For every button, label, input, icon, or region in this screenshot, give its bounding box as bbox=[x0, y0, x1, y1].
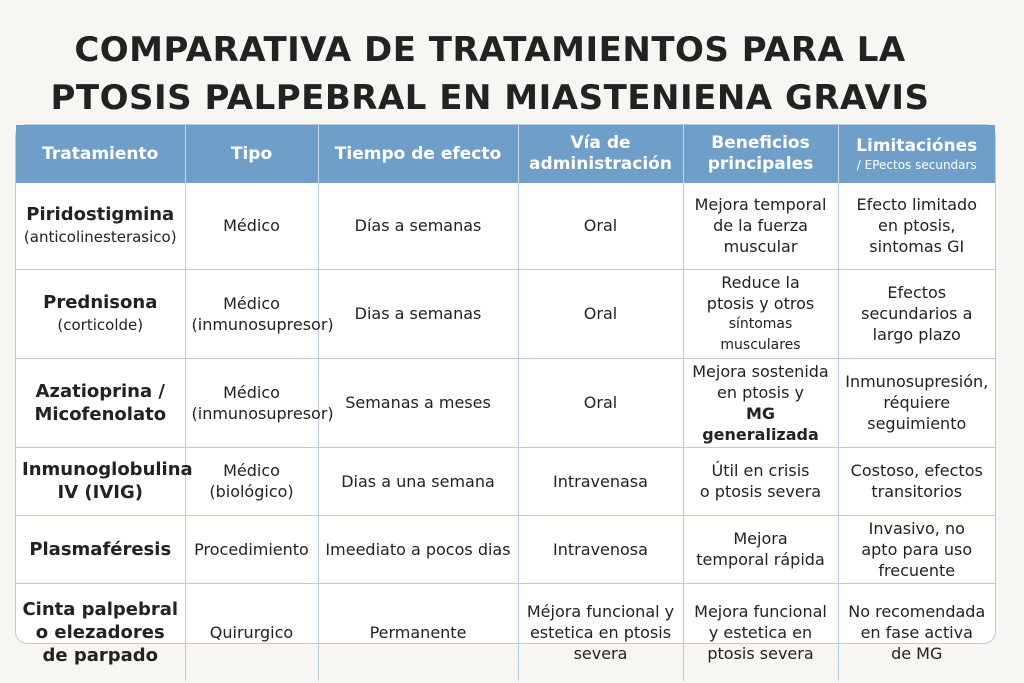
beneficios-line: ptosis severa bbox=[707, 643, 814, 663]
header-beneficios bbox=[683, 125, 838, 183]
limitaciones-line: en fase activa bbox=[860, 622, 973, 642]
cell-beneficios bbox=[683, 183, 838, 269]
cell-via: Méjora funcional y estetica en ptosis severa bbox=[518, 583, 683, 681]
cell-tipo bbox=[185, 515, 318, 583]
limitaciones-line: Efectos bbox=[887, 283, 947, 302]
header-limitaciones-line1: Limitaciónes bbox=[856, 135, 978, 156]
header-limitaciones-line2: / EPectos secundars bbox=[856, 157, 977, 172]
header-tipo: Tipo bbox=[185, 125, 318, 183]
treatment-name: Plasmaféresis bbox=[29, 538, 172, 560]
beneficios-line: Mejora bbox=[733, 529, 788, 548]
cell-tratamiento bbox=[16, 447, 193, 515]
header-beneficios-line2: principales bbox=[707, 154, 814, 174]
treatment-name: Prednisona bbox=[43, 291, 158, 313]
limitaciones-line: Efecto limitado bbox=[856, 195, 977, 215]
treatment-name: Cinta palpebral bbox=[22, 598, 179, 620]
beneficios-line: Mejora temporal bbox=[694, 195, 827, 215]
cell-via: Oral bbox=[518, 183, 683, 269]
cell-via: Oral bbox=[518, 269, 683, 358]
cell-tiempo: Dias a semanas bbox=[318, 269, 518, 358]
cell-limitaciones bbox=[838, 358, 995, 447]
tipo-line1: Médico bbox=[223, 382, 280, 402]
treatment-name-2: o elezadores de parpado bbox=[35, 621, 165, 666]
cell-tratamiento bbox=[16, 583, 185, 681]
cell-tratamiento bbox=[16, 515, 185, 583]
beneficios-line: Mejora sostenida bbox=[692, 361, 829, 381]
table-row bbox=[16, 583, 995, 681]
header-via bbox=[518, 125, 683, 183]
cell-via: Intravenasa bbox=[518, 447, 683, 515]
tipo-line2: (inmunosupresor) bbox=[191, 314, 334, 334]
table-row bbox=[16, 183, 995, 269]
cell-tipo bbox=[185, 583, 318, 681]
beneficios-line: síntomas musculares bbox=[720, 315, 801, 353]
limitaciones-line: transitorios bbox=[871, 482, 963, 501]
limitaciones-line: Costoso, efectos bbox=[850, 461, 983, 480]
treatment-name: Inmunoglobulina bbox=[22, 459, 193, 480]
beneficios-line: de la fuerza bbox=[713, 216, 808, 236]
cell-beneficios bbox=[683, 358, 838, 447]
limitaciones-line: Inmunosupresión, bbox=[845, 372, 989, 391]
tipo-line1: Médico bbox=[223, 293, 280, 313]
table-row bbox=[16, 515, 995, 583]
beneficios-line: muscular bbox=[723, 237, 798, 257]
header-tratamiento: Tratamiento bbox=[16, 125, 185, 183]
limitaciones-line: largo plazo bbox=[872, 325, 961, 344]
beneficios-line: Mejora funcional bbox=[694, 601, 827, 621]
limitaciones-line: frecuente bbox=[878, 560, 956, 580]
cell-tiempo: Días a semanas bbox=[318, 183, 518, 269]
header-limitaciones bbox=[838, 125, 995, 183]
limitaciones-line: apto para uso bbox=[861, 539, 973, 559]
cell-limitaciones bbox=[838, 269, 995, 358]
treatment-name-2: IV (IVIG) bbox=[57, 482, 143, 503]
cell-tratamiento bbox=[16, 183, 185, 269]
cell-beneficios bbox=[683, 515, 838, 583]
cell-tipo bbox=[185, 183, 318, 269]
treatment-name-2: Micofenolato bbox=[34, 403, 167, 425]
limitaciones-line: No recomendada bbox=[848, 601, 986, 621]
cell-tiempo: Semanas a meses bbox=[318, 358, 518, 447]
cell-limitaciones bbox=[838, 583, 995, 681]
limitaciones-line: en ptosis, bbox=[878, 216, 956, 236]
cell-tipo bbox=[185, 358, 334, 447]
beneficios-line: o ptosis severa bbox=[699, 482, 822, 501]
tipo-line2: (inmunosupresor) bbox=[191, 403, 334, 423]
comparison-table bbox=[15, 124, 996, 666]
treatment-note: (corticolde) bbox=[57, 315, 144, 334]
limitaciones-line: seguimiento bbox=[867, 414, 967, 433]
treatment-name: Piridostigmina bbox=[26, 203, 175, 225]
title-line-2: PTOSIS PALPEBRAL EN MIASTENIENA GRAVIS bbox=[50, 78, 930, 118]
title-line-1: COMPARATIVA DE TRATAMIENTOS PARA LA bbox=[74, 30, 906, 70]
limitaciones-line: de MG bbox=[891, 643, 943, 663]
table-header-row bbox=[16, 125, 995, 183]
tipo-line1: Médico bbox=[223, 461, 280, 480]
cell-tipo bbox=[185, 447, 318, 515]
tipo-line2: (biológico) bbox=[209, 482, 294, 501]
table-row bbox=[16, 447, 995, 515]
tipo-line1: Procedimiento bbox=[194, 539, 309, 559]
limitaciones-line: secundarios a bbox=[861, 304, 973, 323]
cell-tiempo: Imeediato a pocos dias bbox=[318, 515, 518, 583]
limitaciones-line: Invasivo, no bbox=[868, 518, 965, 538]
beneficios-line: ptosis y otros bbox=[706, 293, 815, 313]
cell-beneficios bbox=[683, 269, 838, 358]
beneficios-line: Útil en crisis bbox=[711, 461, 810, 480]
cell-tratamiento bbox=[16, 358, 185, 447]
header-tiempo: Tiempo de efecto bbox=[318, 125, 518, 183]
limitaciones-line: sintomas GI bbox=[869, 237, 965, 257]
cell-beneficios bbox=[683, 447, 838, 515]
cell-limitaciones bbox=[838, 447, 995, 515]
table-row bbox=[16, 358, 995, 447]
cell-tipo bbox=[185, 269, 334, 358]
treatment-name: Azatioprina / bbox=[35, 380, 165, 402]
cell-via: Intravenosa bbox=[518, 515, 683, 583]
page-title bbox=[0, 26, 980, 122]
tipo-line1: Quirurgico bbox=[209, 622, 294, 642]
cell-tiempo: Permanente bbox=[318, 583, 518, 681]
header-via-line2: administración bbox=[529, 154, 672, 174]
table-row bbox=[16, 269, 995, 358]
tipo-line1: Médico bbox=[223, 216, 280, 236]
beneficios-line: en ptosis y bbox=[717, 382, 804, 402]
beneficios-line: MG generalizada bbox=[702, 403, 819, 444]
cell-beneficios bbox=[683, 583, 838, 681]
treatment-note: (anticolinesterasico) bbox=[23, 227, 177, 246]
cell-via: Oral bbox=[518, 358, 683, 447]
beneficios-line: temporal rápida bbox=[696, 550, 825, 569]
cell-limitaciones bbox=[838, 183, 995, 269]
cell-limitaciones bbox=[838, 515, 995, 583]
header-via-line1: Vía de bbox=[570, 133, 631, 153]
cell-tiempo: Dias a una semana bbox=[318, 447, 518, 515]
header-beneficios-line1: Beneficios bbox=[711, 133, 810, 153]
limitaciones-line: réquiere bbox=[883, 393, 951, 412]
beneficios-line: y estetica en bbox=[708, 622, 813, 642]
beneficios-line: Reduce la bbox=[721, 272, 800, 292]
cell-tratamiento bbox=[16, 269, 185, 358]
